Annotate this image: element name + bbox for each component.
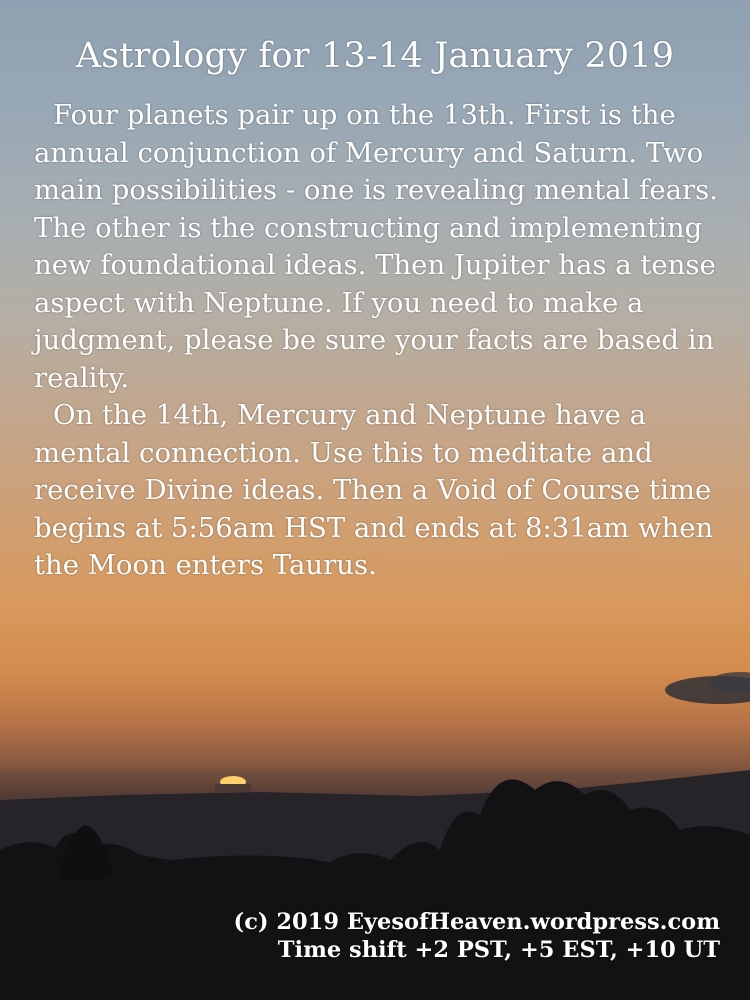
page-title: Astrology for 13-14 January 2019 [75,36,675,76]
time-shift-line: Time shift +2 PST, +5 EST, +10 UT [277,937,720,963]
paragraph-14th: On the 14th, Mercury and Neptune have a mental connection. Use this to meditate and receive Divine ideas. Then a Void of Course time begins at 5:56am HST and ends at 8:31am when the Moon enters Taurus. [34,399,714,581]
copyright-line: (c) 2019 EyesofHeaven.wordpress.com [233,909,720,935]
footer [234,908,720,964]
sun-horizon-cut [215,784,251,792]
horoscope-body [34,97,724,585]
haze-band [0,772,750,782]
paragraph-13th: Four planets pair up on the 13th. First is the annual conjunction of Mercury and Saturn. Two main possibilities - one is revealing mental fears. The other is the constructing and implementing new foundational ideas. Then Jupiter has a tense aspect with Neptune. If you need to make a judgment, please be sure your facts are based in reality. [34,99,718,394]
